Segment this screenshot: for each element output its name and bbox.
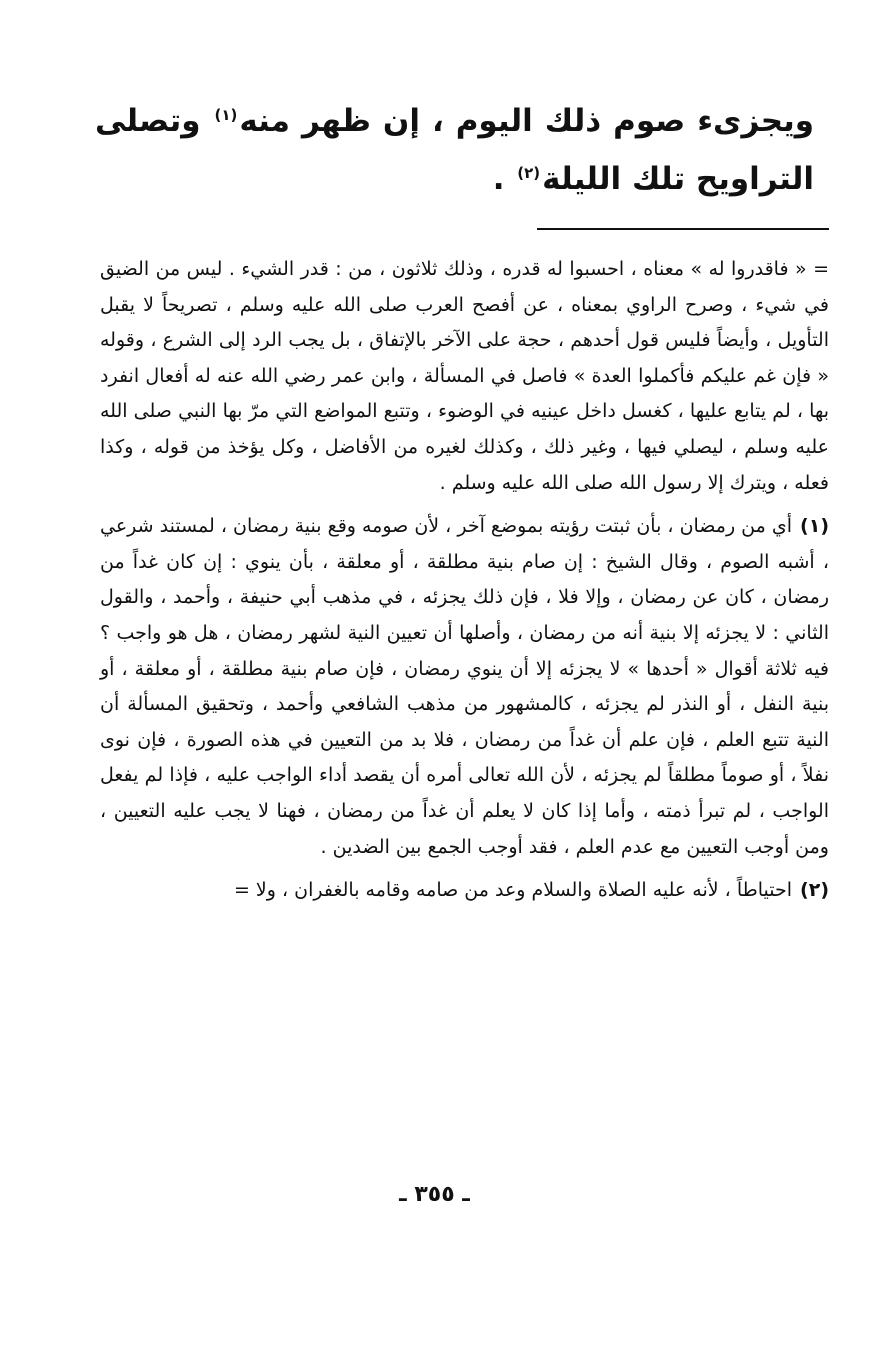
- footnotes: [100, 252, 829, 917]
- main-text-part2: وتصلى التراويح تلك الليلة: [95, 103, 814, 197]
- footnote-separator: [537, 228, 829, 230]
- footnote-2: [100, 873, 829, 909]
- main-text-part1: ويجزىء صوم ذلك اليوم ، إن ظهر منه: [239, 103, 815, 139]
- footnote-ref-2: (٢): [517, 163, 541, 182]
- main-text: [95, 92, 814, 208]
- page-number: ـ ٣٥٥ ـ: [399, 1182, 470, 1207]
- main-text-part3: .: [492, 161, 516, 197]
- footnote-1-marker: (١): [800, 515, 829, 538]
- footnote-continuation: = « فاقدروا له » معناه ، احسبوا له قدره ، وذلك ثلاثون ، من : قدر الشيء . ليس من الضيق في شيء ، وصرح الراوي بمعناه ، عن أفصح العرب صلى الله عليه وسلم ، تصريحاً لا يقبل التأويل ، وأيضاً فليس قول أحدهم ، حجة على الآخر بالإتفاق ، بل يجب الرد إلى الشرع ، وقوله « فإن غم عليكم فأكملوا العدة » فاصل في المسألة ، وابن عمر رضي الله عنه له أفعال انفرد بها ، لم يتابع عليها ، كغسل داخل عينيه في الوضوء ، وتتبع المواضع التي مرّ بها النبي صلى الله عليه وسلم ، ليصلي فيها ، وغير ذلك ، وكذلك لغيره من الأفاضل ، وكل يؤخذ من قوله ، وكذا فعله ، ويترك إلا رسول الله صلى الله عليه وسلم .: [100, 258, 829, 494]
- footnote-ref-1: (١): [214, 105, 238, 124]
- footnote-1: [100, 509, 829, 865]
- footnote-1-text: أي من رمضان ، بأن ثبتت رؤيته بموضع آخر ، لأن صومه وقع بنية رمضان ، لمستند شرعي ، أشبه الصوم ، وقال الشيخ : إن صام بنية مطلقة ، أو معلقة ، بأن ينوي : إن كان غداً من رمضان ، كان عن رمضان ، وإلا فلا ، فإن ذلك يجزئه ، في مذهب أبي حنيفة ، وأحمد ، والقول الثاني : لا يجزئه إلا بنية أنه من رمضان ، وأصلها أن تعيين النية لشهر رمضان ، هل هو واجب ؟ فيه ثلاثة أقوال « أحدها » لا يجزئه إلا أن ينوي رمضان ، فإن صام بنية مطلقة ، أو معلقة ، أو بنية النفل ، أو النذر لم يجزئه ، كالمشهور من مذهب الشافعي وأحمد ، وتحقيق المسألة أن النية تتبع العلم ، فإن علم أن غداً من رمضان ، فلا بد من التعيين في هذه الصورة ، فإن نوى نفلاً ، أو صوماً مطلقاً لم يجزئه ، لأن الله تعالى أمره أن يقصد أداء الواجب عليه ، فإذا لم يفعل الواجب ، لم تبرأ ذمته ، وأما إذا كان لا يعلم أن غداً من رمضان ، فهنا لا يجب عليه التعيين ، ومن أوجب التعيين مع عدم العلم ، فقد أوجب الجمع بين الضدين .: [100, 515, 829, 858]
- footnote-2-marker: (٢): [800, 879, 829, 902]
- footnote-2-text: احتياطاً ، لأنه عليه الصلاة والسلام وعد من صامه وقامه بالغفران ، ولا =: [233, 879, 793, 902]
